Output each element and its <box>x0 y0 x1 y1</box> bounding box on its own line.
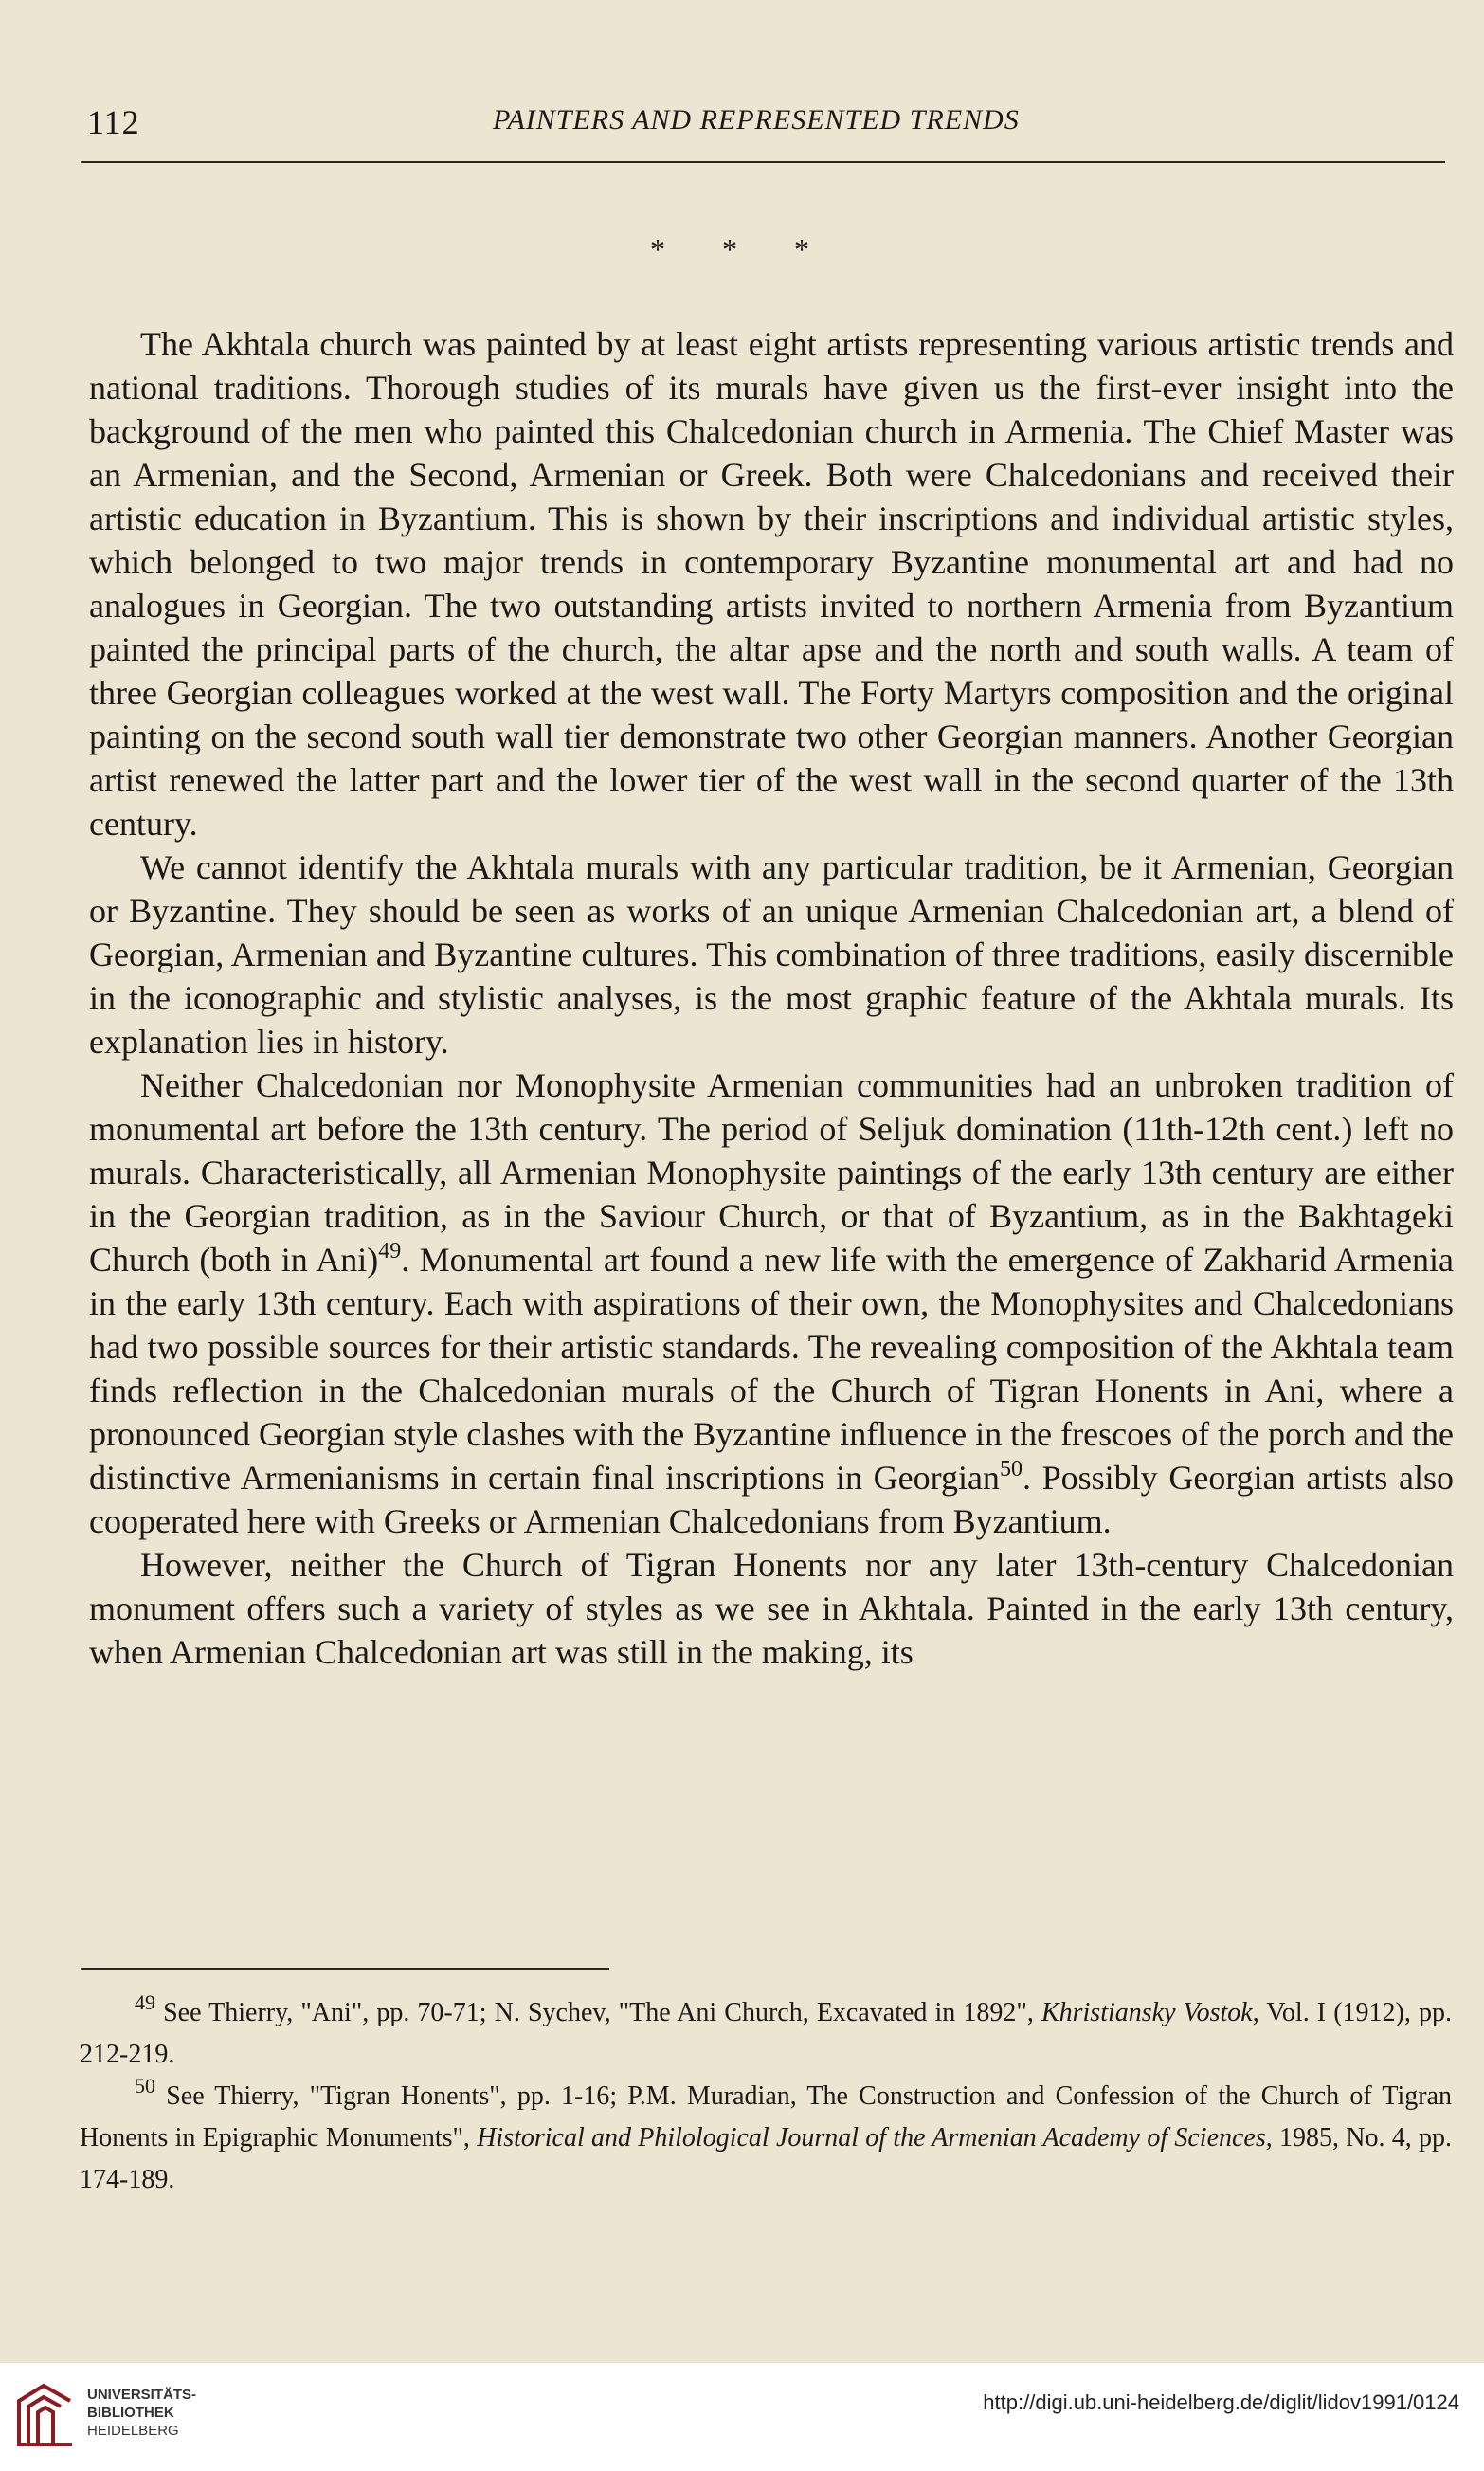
body-text <box>89 322 1454 1674</box>
library-columns-icon[interactable] <box>15 2382 74 2448</box>
paragraph <box>89 1063 1454 1543</box>
page-number: 112 <box>87 103 140 141</box>
paragraph: However, neither the Church of Tigran Honents nor any later 13th-century Chalcedonian monument offers such a variety of styles as we see in Akhtala. Painted in the early 13th century, when Armenian Chalcedonian art was still in the making, its <box>89 1546 1454 1671</box>
source-url-link[interactable]: http://digi.ub.uni-heidelberg.de/diglit/lidov1991/0124 <box>983 2390 1459 2414</box>
running-head: PAINTERS AND REPRESENTED TRENDS <box>493 104 1020 136</box>
footnotes <box>80 1992 1452 2201</box>
footnote-50 <box>80 2076 1452 2201</box>
footnote-text: See Thierry, "Tigran Honents", pp. 1-16; P.M. Muradian, The Construction and Confession of the Church of Tigran Honents in Epigraphic Monuments", <box>80 2081 1452 2153</box>
header-rule <box>81 161 1445 163</box>
paragraph-text: Neither Chalcedonian nor Monophysite Armenian communities had an unbroken tradition of monumental art before the 13th century. The period of Seljuk domination (11th-12th cent.) left no murals. Characteristically, all Armenian Monophysite paintings of the early 13th century are either in the Georgian tradition, as in the Saviour Church, or that of Byzantium, as in the Bakhtageki Church (both in Ani) <box>89 1066 1454 1279</box>
paragraph: We cannot identify the Akhtala murals with any particular tradition, be it Armenian, Georgian or Byzantine. They should be seen as works of an unique Armenian Chalcedonian art, a blend of Georgian, Armenian and Byzantine cultures. This combination of three traditions, easily discernible in the iconographic and stylistic analyses, is the most graphic feature of the Akhtala murals. Its explanation lies in history. <box>89 848 1454 1061</box>
section-separator: * * * <box>650 232 834 266</box>
paragraph-text: . Monumental art found a new life with the emergence of Zakharid Armenia in the early 13th century. Each with aspirations of their own, the Monophysites and Chalcedonians had two possible sources for their artistic standards. The revealing composition of the Akhtala team finds reflection in the Chalcedonian murals of the Church of Tigran Honents in Ani, where a pronounced Georgian style clashes with the Byzantine influence in the frescoes of the porch and the distinctive Armenianisms in certain final inscriptions in Georgian <box>89 1241 1454 1497</box>
paragraph-text: . Possibly Georgian artists also cooperated here with Greeks or Armenian Chalcedonians from Byzantium. <box>89 1459 1454 1540</box>
footnote-text: See Thierry, "Ani", pp. 70-71; N. Sychev, "The Ani Church, Excavated in 1892", <box>155 1998 1041 2027</box>
library-name-line: BIBLIOTHEK <box>87 2405 174 2421</box>
footnote-text: , 1985, No. 4, pp. 174-189. <box>80 2123 1453 2194</box>
footnote-text: , Vol. I (1912), pp. 212-219. <box>80 1998 1452 2069</box>
library-name-line: HEIDELBERG <box>87 2423 179 2439</box>
footnote-ref-49[interactable]: 49 <box>378 1239 402 1263</box>
footer-bar <box>0 2363 1484 2471</box>
footnote-number: 50 <box>135 2074 155 2098</box>
footnote-ref-50[interactable]: 50 <box>999 1457 1023 1481</box>
footnote-rule <box>81 1968 609 1970</box>
footnote-49 <box>80 1992 1452 2076</box>
footnote-journal-title: Khristiansky Vostok <box>1041 1998 1253 2027</box>
paragraph: The Akhtala church was painted by at least eight artists representing various artistic trends and national traditions. Thorough studies of its murals have given us the first-ever insight into the background of the men who painted this Chalcedonian church in Armenia. The Chief Master was an Armenian, and the Second, Armenian or Greek. Both were Chalcedonians and received their artistic education in Byzantium. This is shown by their inscriptions and individual artistic styles, which belonged to two major trends in contemporary Byzantine monumental art and had no analogues in Georgian. The two outstanding artists invited to northern Armenia from Byzantium painted the principal parts of the church, the altar apse and the north and south walls. A team of three Georgian colleagues worked at the west wall. The Forty Martyrs composition and the original painting on the second south wall tier demonstrate two other Georgian manners. Another Georgian artist renewed the latter part and the lower tier of the west wall in the second quarter of the 13th century. <box>89 325 1454 843</box>
library-name <box>87 2386 196 2440</box>
library-name-line: UNIVERSITÄTS- <box>87 2387 197 2403</box>
footnote-journal-title: Historical and Philological Journal of the Armenian Academy of Sciences <box>477 2123 1266 2153</box>
footnote-number: 49 <box>135 1990 155 2014</box>
